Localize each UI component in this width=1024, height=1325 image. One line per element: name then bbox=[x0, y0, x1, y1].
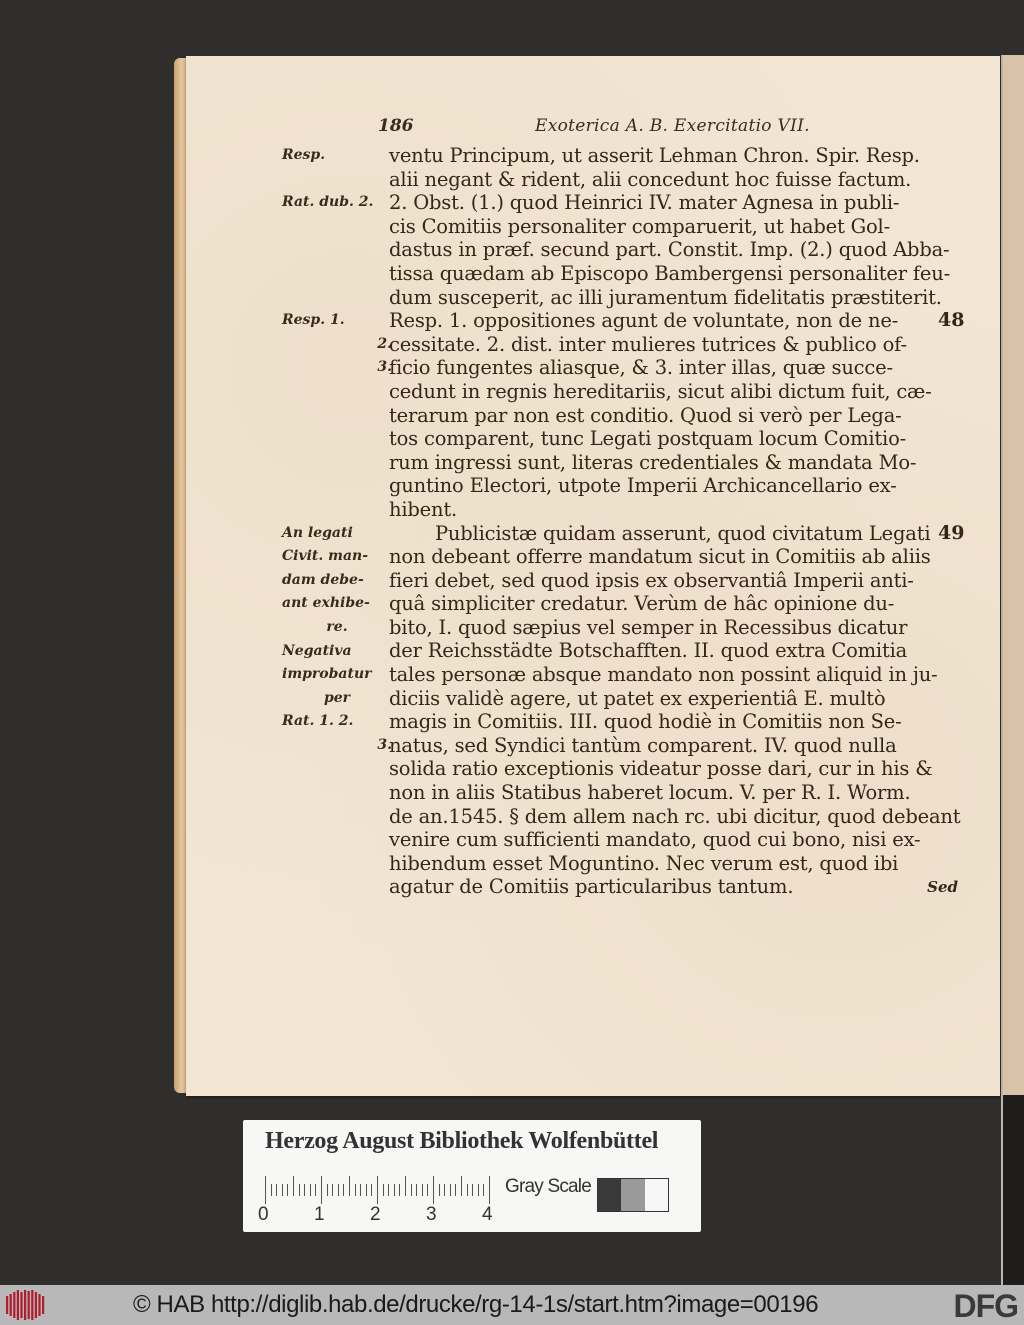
text-line: hibendum esset Moguntino. Nec verum est, quod ibi bbox=[389, 851, 899, 875]
text-line: Resp. 1. oppositiones agunt de voluntate, non de ne- bbox=[389, 309, 899, 333]
measurement-ruler bbox=[265, 1176, 490, 1204]
margin-note: Resp. 1. bbox=[282, 312, 345, 329]
text-line: cis Comitiis personaliter comparuerit, ut habet Gol- bbox=[389, 214, 890, 238]
margin-note: 2. bbox=[377, 335, 392, 352]
text-line: 2. Obst. (1.) quod Heinrici IV. mater Agnesa in publi- bbox=[389, 191, 900, 215]
line-number: 49 bbox=[938, 521, 965, 544]
library-name: Herzog August Bibliothek Wolfenbüttel bbox=[265, 1128, 659, 1154]
text-line: diciis validè agere, ut patet ex experientiâ E. multò bbox=[389, 686, 886, 710]
margin-note: re. bbox=[326, 619, 348, 635]
text-line: fieri debet, sed quod ipsis ex observantiâ Imperii anti- bbox=[389, 568, 914, 592]
text-line: Publicistæ quidam asserunt, quod civitatum Legati bbox=[435, 521, 931, 545]
text-line: terarum par non est conditio. Quod si verò per Lega- bbox=[389, 403, 902, 427]
margin-note: Resp. bbox=[282, 147, 326, 163]
text-line: cessitate. 2. dist. inter mulieres tutrices & publico of- bbox=[389, 332, 907, 356]
text-line: cedunt in regnis hereditariis, sicut alibi dictum fuit, cæ- bbox=[389, 379, 932, 403]
text-line: non debeant offerre mandatum sicut in Comitiis ab aliis bbox=[389, 545, 931, 569]
margin-note: Negativa bbox=[282, 642, 352, 659]
page-header bbox=[186, 116, 1000, 140]
line-number: 48 bbox=[938, 309, 965, 332]
text-line: dum susceperit, ac illi juramentum fidelitatis præstiterit. bbox=[389, 285, 942, 309]
margin-note: Rat. dub. 2. bbox=[282, 194, 374, 211]
text-line: bito, I. quod sæpius vel semper in Recessibus dicatur bbox=[389, 615, 908, 639]
margin-note: improbatur bbox=[282, 666, 372, 683]
text-line: rum ingressi sunt, literas credentiales & mandata Mo- bbox=[389, 450, 917, 474]
text-line: der Reichsstädte Botschafften. II. quod extra Comitia bbox=[389, 639, 908, 663]
text-line: alii negant & rident, alii concedunt hoc fuisse factum. bbox=[389, 167, 912, 191]
text-line: ficio fungentes aliasque, & 3. inter illas, quæ succe- bbox=[389, 356, 893, 380]
grayscale-label: Gray Scale bbox=[505, 1176, 591, 1197]
text-line: solida ratio exceptionis videatur posse dari, cur in his & bbox=[389, 757, 933, 781]
text-line: guntino Electori, utpote Imperii Archicancellario ex- bbox=[389, 474, 897, 498]
ruler-labels bbox=[258, 1204, 498, 1226]
margin-note: An legati bbox=[282, 524, 353, 541]
margin-note: Civit. man- bbox=[282, 548, 369, 565]
gray-swatch bbox=[645, 1179, 668, 1211]
text-line: non in aliis Statibus haberet locum. V. per R. I. Worm. bbox=[389, 781, 911, 805]
ruler-label: 3 bbox=[426, 1204, 437, 1225]
margin-note: ant exhibe- bbox=[282, 595, 370, 612]
text-line: quâ simpliciter credatur. Verùm de hâc opinione du- bbox=[389, 592, 895, 616]
dfg-logo: DFG bbox=[953, 1288, 1018, 1324]
text-line: hibent. bbox=[389, 497, 458, 521]
text-line: tos comparent, tunc Legati postquam locum Comitio- bbox=[389, 427, 906, 451]
text-line: tissa quædam ab Episcopo Bambergensi personaliter feu- bbox=[389, 261, 950, 285]
text-line: tales personæ absque mandato non possint aliquid in ju- bbox=[389, 663, 938, 687]
gray-swatch bbox=[621, 1179, 644, 1211]
grayscale-swatches bbox=[597, 1178, 669, 1212]
ruler-label: 4 bbox=[482, 1204, 493, 1225]
margin-note: per bbox=[323, 689, 351, 706]
text-line: de an.1545. § dem allem nach rc. ubi dicitur, quod debeant bbox=[389, 804, 961, 828]
margin-note: Rat. 1. 2. bbox=[282, 713, 354, 730]
page-number: 186 bbox=[378, 116, 414, 136]
ruler-label: 0 bbox=[258, 1204, 269, 1225]
hab-logo-icon bbox=[4, 1289, 48, 1321]
gray-swatch bbox=[598, 1179, 621, 1211]
text-line: dastus in præf. secund part. Constit. Imp. (2.) quod Abba- bbox=[389, 238, 950, 262]
running-title: Exoterica A. B. Exercitatio VII. bbox=[535, 116, 810, 136]
book-page bbox=[186, 56, 1000, 1096]
ruler-label: 2 bbox=[370, 1204, 381, 1225]
ruler-label: 1 bbox=[314, 1204, 325, 1225]
text-line: venire cum sufficienti mandato, quod cui bono, nisi ex- bbox=[389, 828, 921, 852]
text-line: magis in Comitiis. III. quod hodiè in Comitiis non Se- bbox=[389, 710, 902, 734]
text-line: agatur de Comitiis particularibus tantum. bbox=[389, 875, 794, 899]
color-target-card bbox=[243, 1120, 701, 1232]
margin-note: 3. bbox=[377, 359, 392, 376]
margin-note: dam debe- bbox=[282, 571, 364, 588]
catchword: Sed bbox=[927, 877, 958, 896]
margin-note: 3. bbox=[377, 737, 392, 753]
copyright-url[interactable]: © HAB http://diglib.hab.de/drucke/rg-14-1s/start.htm?image=00196 bbox=[133, 1291, 819, 1318]
facing-page-edge bbox=[1001, 55, 1024, 1285]
footer-bar bbox=[0, 1285, 1024, 1325]
text-line: natus, sed Syndici tantùm comparent. IV. quod nulla bbox=[389, 733, 897, 757]
text-line: ventu Principum, ut asserit Lehman Chron. Spir. Resp. bbox=[389, 144, 920, 167]
